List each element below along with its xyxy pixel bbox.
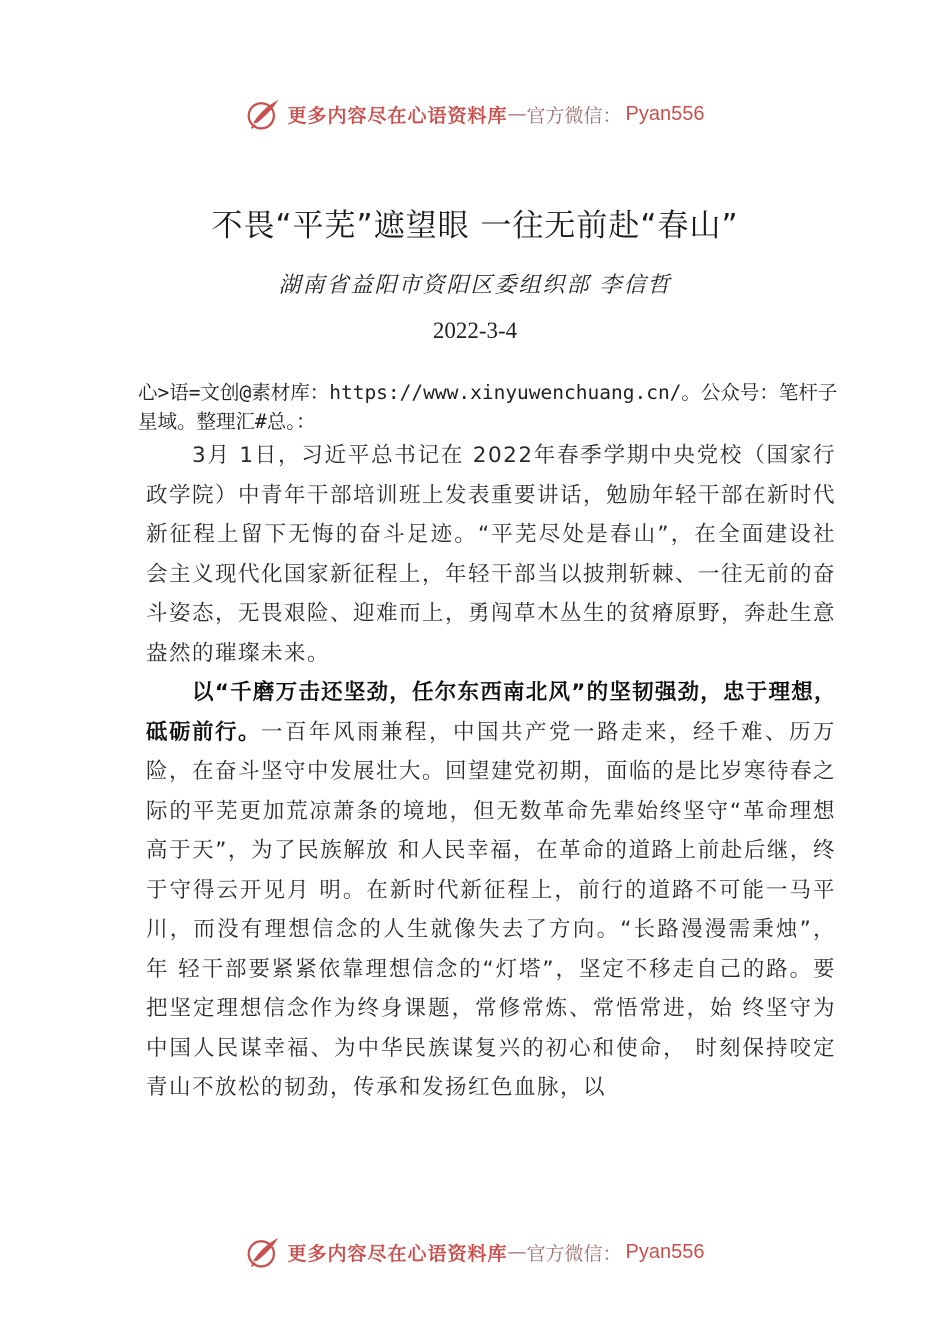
quill-logo-icon xyxy=(246,96,282,132)
banner-wechat-id: Pyan556 xyxy=(625,102,705,125)
footer-banner xyxy=(0,1232,950,1272)
paragraph-2 xyxy=(146,673,836,1108)
banner-dash: — xyxy=(507,103,527,125)
paragraph-2-text: 一百年风雨兼程，中国共产党一路走来，经千难、历万险，在奋斗坚守中发展壮大。回望建党初期，面临的是比岁寒待春之际的平芜更加荒凉萧条的境地，但无数革命先辈始终坚守“革命理想高于天”，为了民族解放 和人民幸福，在革命的道路上前赴后继，终于守得云开见月 明。在新时代新征程上，前行的道路不可能一马平川，而没有理想信念的人生就像失去了方向。“长路漫漫需秉烛”，年 轻干部要紧紧依靠理想信念的“灯塔”，坚定不移走自己的路。要把坚定理想信念作为终身课题，常修常炼、常悟常进，始 终坚守为中国人民谋幸福、为中华民族谋复兴的初心和使命， 时刻保持咬定青山不放松的韧劲，传承和发扬红色血脉，以 xyxy=(146,719,837,1100)
quill-logo-icon xyxy=(246,1234,282,1270)
banner-official: 官方微信： xyxy=(526,104,622,127)
footer-banner-dash: — xyxy=(507,1241,527,1263)
footer-banner-wechat-id: Pyan556 xyxy=(625,1240,705,1263)
paragraph-1: 3月 1日，习近平总书记在 2022年春季学期中央党校（国家行政学院）中青年干部培训班上发表重要讲话，勉励年轻干部在新时代新征程上留下无悔的奋斗足迹。“平芜尽处是春山”，在全面建设社会主义现代化国家新征程上，年轻干部当以披荆斩棘、一往无前的奋斗姿态，无畏艰险、迎难而上，勇闯草木丛生的贫瘠原野，奔赴生意盎然的璀璨未来。 xyxy=(146,443,837,666)
source-note: 心>语=文创@素材库：https://www.xinyuwenchuang.cn/。公众号：笔杆子星域。整理汇#总。： xyxy=(138,381,838,433)
footer-banner-title: 更多内容尽在心语资料库 xyxy=(287,1242,508,1265)
page-title: 不畏“平芜”遮望眼 一往无前赴“春山” xyxy=(211,208,739,244)
article-body xyxy=(146,436,836,1108)
date-line: 2022-3-4 xyxy=(432,318,518,343)
banner-title: 更多内容尽在心语资料库 xyxy=(287,104,508,127)
author-line: 湖南省益阳市资阳区委组织部 李信哲 xyxy=(278,273,672,298)
header-banner xyxy=(0,94,950,134)
footer-banner-official: 官方微信： xyxy=(526,1242,622,1265)
paragraph-2-lead: 以“千磨万击还坚劲，任尔东西南北风”的坚韧强劲，忠于理想，砥砺前行。 xyxy=(146,680,836,745)
